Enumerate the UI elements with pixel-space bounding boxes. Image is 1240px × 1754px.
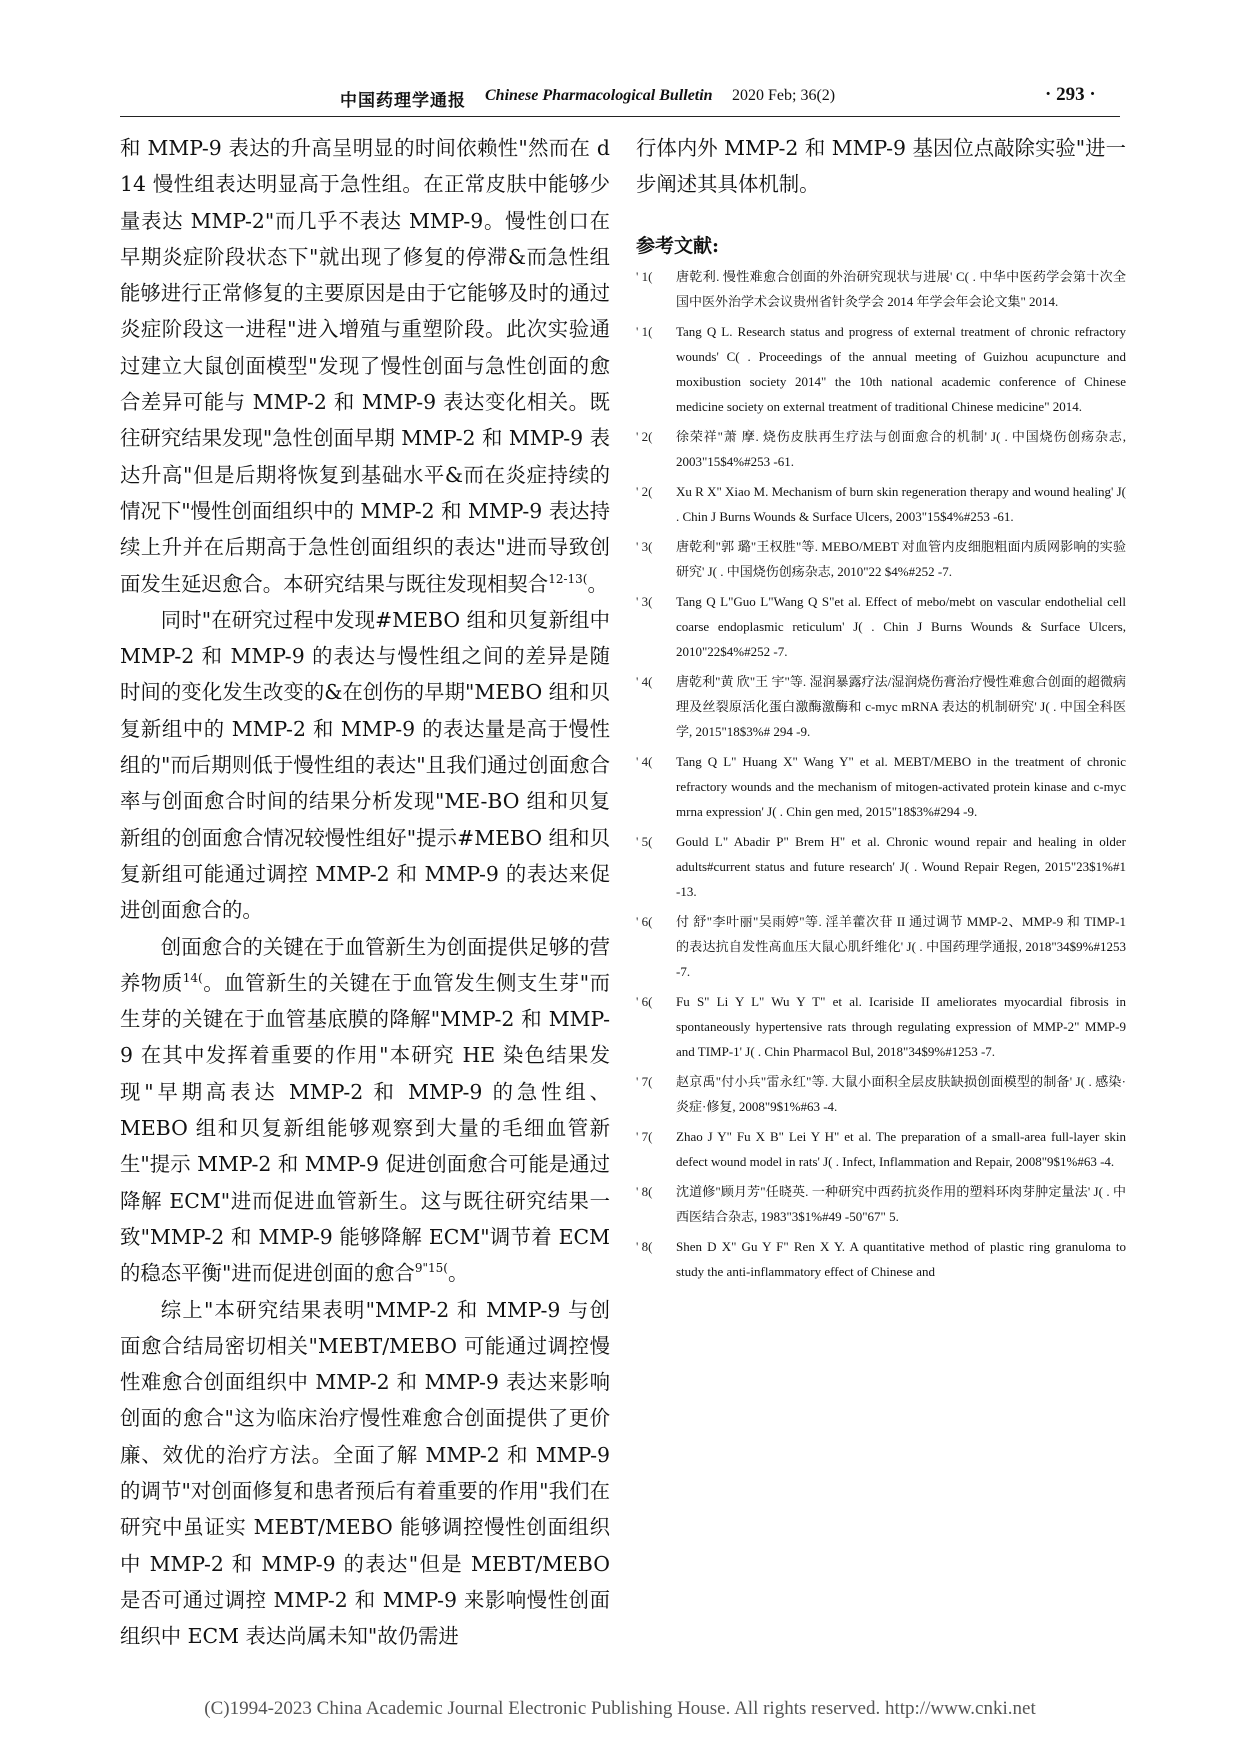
reference-entry bbox=[636, 534, 1126, 584]
reference-entry bbox=[636, 319, 1126, 419]
issue-date: 2020 Feb; 36(2) bbox=[732, 87, 836, 104]
reference-entry bbox=[636, 829, 1126, 904]
reference-entry bbox=[636, 479, 1126, 529]
reference-number: ' 4( bbox=[636, 673, 653, 689]
reference-entry bbox=[636, 749, 1126, 824]
reference-text: Tang Q L"Guo L"Wang Q S"et al. Effect of mebo/mebt on vascular endothelial cell coarse endoplasmic reticulum' J( . Chin J Burns Wounds & Surface Ulcers, 2010"22$4%#252 -7. bbox=[676, 593, 1126, 659]
reference-text: Fu S" Li Y L" Wu Y T" et al. Icariside II ameliorates myocardial fibrosis in spontaneously hypertensive rats through regulating expression of MMP-2" MMP-9 and TIMP-1' J( . Chin Pharmacol Bul, 2018"34$9%#1253 -7. bbox=[676, 993, 1126, 1059]
reference-text: 唐乾利"郭 璐"王权胜"等. MEBO/MEBT 对血管内皮细胞粗面内质网影响的实验研究' J( . 中国烧伤创疡杂志, 2010"22 $4%#252 -7. bbox=[676, 538, 1126, 579]
right-column bbox=[636, 130, 1126, 1289]
reference-number: ' 8( bbox=[636, 1183, 653, 1199]
reference-text: Xu R X" Xiao M. Mechanism of burn skin regeneration therapy and wound healing' J( . Chin J Burns Wounds & Surface Ulcers, 2003"15$4%#253 -61. bbox=[676, 483, 1126, 524]
paragraph-text: 创面愈合的关键在于血管新生为创面提供足够的营养物质 bbox=[120, 934, 610, 995]
reference-text: Zhao J Y" Fu X B" Lei Y H" et al. The preparation of a small-area full-layer skin defect wound model in rats' J( . Infect, Inflammation and Repair, 2008"9$1%#63 -4. bbox=[676, 1128, 1126, 1169]
reference-entry bbox=[636, 1124, 1126, 1174]
body-paragraph bbox=[120, 1292, 610, 1655]
references-heading: 参考文献: bbox=[636, 234, 720, 257]
reference-text: 付 舒"李叶丽"吴雨婷"等. 淫羊藿次苷 II 通过调节 MMP-2、MMP-9 和 TIMP-1 的表达抗自发性高血压大鼠心肌纤维化' J( . 中国药理学通报, 2018"34$9%#1253 -7. bbox=[676, 913, 1126, 979]
reference-number: ' 7( bbox=[636, 1128, 653, 1144]
header-rule bbox=[120, 116, 1120, 117]
reference-entry bbox=[636, 669, 1126, 744]
running-header bbox=[120, 82, 1120, 120]
citation-marker: 12-13( bbox=[548, 571, 588, 586]
reference-text: 赵京禹"付小兵"雷永红"等. 大鼠小面积全层皮肤缺损创面模型的制备' J( . 感染·炎症·修复, 2008"9$1%#63 -4. bbox=[676, 1073, 1126, 1114]
paragraph-text: 综上"本研究结果表明"MMP-2 和 MMP-9 与创面愈合结局密切相关"MEBT/MEBO 可能通过调控慢性难愈合创面组织中 MMP-2 和 MMP-9 表达来影响创面的愈合"这为临床治疗慢性难愈合创面提供了更价廉、效优的治疗方法。全面了解 MMP-2 和 MMP-9 的调节"对创面修复和患者预后有着重要的作用"我们在研究中虽证实 MEBT/MEBO 能够调控慢性创面组织中 MMP-2 和 MMP-9 的表达"但是 MEBT/MEBO 是否可通过调控 MMP-2 和 MMP-9 来影响慢性创面组织中 ECM 表达尚属未知"故仍需进 bbox=[120, 1297, 610, 1649]
citation-marker: 14( bbox=[182, 971, 203, 986]
reference-text: 唐乾利"黄 欣"王 宇"等. 湿润暴露疗法/湿润烧伤膏治疗慢性难愈合创面的超微病理及丝裂原活化蛋白激酶激酶和 c-myc mRNA 表达的机制研究' J( . 中国全科医学, 2015"18$3%# 294 -9. bbox=[676, 673, 1126, 739]
paragraph-end: 。 bbox=[587, 571, 608, 596]
reference-entry bbox=[636, 589, 1126, 664]
reference-number: ' 1( bbox=[636, 323, 653, 339]
reference-number: ' 7( bbox=[636, 1073, 653, 1089]
reference-text: Tang Q L. Research status and progress of external treatment of chronic refractory wounds' C( . Proceedings of the annual meeting of Guizhou acupuncture and moxibustion society 2014" the 10th national academic conference of Chinese medicine society on external treatment of traditional Chinese medicine" 2014. bbox=[676, 323, 1126, 414]
reference-entry bbox=[636, 909, 1126, 984]
left-column bbox=[120, 130, 610, 1654]
reference-number: ' 8( bbox=[636, 1238, 653, 1254]
paragraph-text: 和 MMP-9 表达的升高呈明显的时间依赖性"然而在 d 14 慢性组表达明显高于急性组。在正常皮肤中能够少量表达 MMP-2"而几乎不表达 MMP-9。慢性创口在早期炎症阶段状态下"就出现了修复的停滞&而急性组能够进行正常修复的主要原因是由于它能够及时的通过炎症阶段这一进程"进入增殖与重塑阶段。此次实验通过建立大鼠创面模型"发现了慢性创面与急性创面的愈合差异可能与 MMP-2 和 MMP-9 表达变化相关。既往研究结果发现"急性创面早期 MMP-2 和 MMP-9 表达升高"但是后期将恢复到基础水平&而在炎症持续的情况下"慢性创面组织中的 MMP-2 和 MMP-9 表达持续上升并在后期高于急性创面组织的表达"进而导致创面发生延迟愈合。本研究结果与既往发现相契合 bbox=[120, 136, 610, 596]
body-paragraph-continuation: 行体内外 MMP-2 和 MMP-9 基因位点敲除实验"进一步阐述其具体机制。 bbox=[636, 136, 1126, 197]
reference-entry bbox=[636, 264, 1126, 314]
body-paragraph bbox=[120, 130, 610, 602]
journal-title-en: Chinese Pharmacological Bulletin bbox=[485, 87, 713, 104]
reference-entry bbox=[636, 1069, 1126, 1119]
body-paragraph bbox=[120, 602, 610, 929]
reference-number: ' 3( bbox=[636, 593, 653, 609]
copyright-footer: (C)1994-2023 China Academic Journal Electronic Publishing House. All rights reserved. http://www.cnki.net bbox=[204, 1698, 1036, 1719]
reference-number: ' 5( bbox=[636, 833, 653, 849]
reference-entry bbox=[636, 424, 1126, 474]
reference-text: 徐荣祥"萧 摩. 烧伤皮肤再生疗法与创面愈合的机制' J( . 中国烧伤创疡杂志, 2003"15$4%#253 -61. bbox=[676, 428, 1126, 469]
reference-list bbox=[636, 264, 1126, 1284]
reference-entry bbox=[636, 989, 1126, 1064]
reference-number: ' 2( bbox=[636, 483, 653, 499]
reference-number: ' 3( bbox=[636, 538, 653, 554]
reference-number: ' 4( bbox=[636, 753, 653, 769]
reference-number: ' 2( bbox=[636, 428, 653, 444]
journal-title-cn: 中国药理学通报 bbox=[340, 91, 466, 111]
paragraph-text: 同时"在研究过程中发现#MEBO 组和贝复新组中 MMP-2 和 MMP-9 的表达与慢性组之间的差异是随时间的变化发生改变的&在创伤的早期"MEBO 组和贝复新组中的 MMP-2 和 MMP-9 的表达量是高于慢性组的"而后期则低于慢性组的表达"且我们通过创面愈合率与创面愈合时间的结果分析发现"ME-BO 组和贝复新组的创面愈合情况较慢性组好"提示#MEBO 组和贝复新组可能通过调控 MMP-2 和 MMP-9 的表达来促进创面愈合的。 bbox=[120, 607, 610, 923]
reference-text: Tang Q L" Huang X" Wang Y" et al. MEBT/MEBO in the treatment of chronic refractory wounds and the mechanism of mitogen-activated protein kinase and c-myc mrna expression' J( . Chin gen med, 2015"18$3%#294 -9. bbox=[676, 753, 1126, 819]
paragraph-end: 。 bbox=[447, 1261, 469, 1286]
reference-entry bbox=[636, 1179, 1126, 1229]
reference-entry bbox=[636, 1234, 1126, 1284]
citation-marker: 9"15( bbox=[414, 1261, 448, 1276]
page-number: · 293 · bbox=[1045, 84, 1096, 105]
reference-text: 沈道修"顾月芳"任晓英. 一种研究中西药抗炎作用的塑料环肉芽肿定量法' J( . 中西医结合杂志, 1983"3$1%#49 -50"67" 5. bbox=[676, 1183, 1126, 1224]
reference-number: ' 6( bbox=[636, 993, 653, 1009]
reference-text: Gould L" Abadir P" Brem H" et al. Chronic wound repair and healing in older adults#current status and future research' J( . Wound Repair Regen, 2015"23$1%#1 -13. bbox=[676, 833, 1126, 899]
reference-text: 唐乾利. 慢性难愈合创面的外治研究现状与进展' C( . 中华中医药学会第十次全国中医外治学术会议贵州省针灸学会 2014 年学会年会论文集" 2014. bbox=[676, 268, 1126, 309]
reference-number: ' 1( bbox=[636, 268, 653, 284]
reference-number: ' 6( bbox=[636, 913, 653, 929]
reference-text: Shen D X" Gu Y F" Ren X Y. A quantitative method of plastic ring granuloma to study the anti-inflammatory effect of Chinese and bbox=[676, 1238, 1126, 1279]
paragraph-text: 。血管新生的关键在于血管发生侧支生芽"而生芽的关键在于血管基底膜的降解"MMP-2 和 MMP-9 在其中发挥着重要的作用"本研究 HE 染色结果发现"早期高表达 MMP-2 和 MMP-9 的急性组、MEBO 组和贝复新组能够观察到大量的毛细血管新生"提示 MMP-2 和 MMP-9 促进创面愈合可能是通过降解 ECM"进而促进血管新生。这与既往研究结果一致"MMP-2 和 MMP-9 能够降解 ECM"调节着 ECM 的稳态平衡"进而促进创面的愈合 bbox=[120, 970, 610, 1286]
body-paragraph bbox=[120, 929, 610, 1292]
